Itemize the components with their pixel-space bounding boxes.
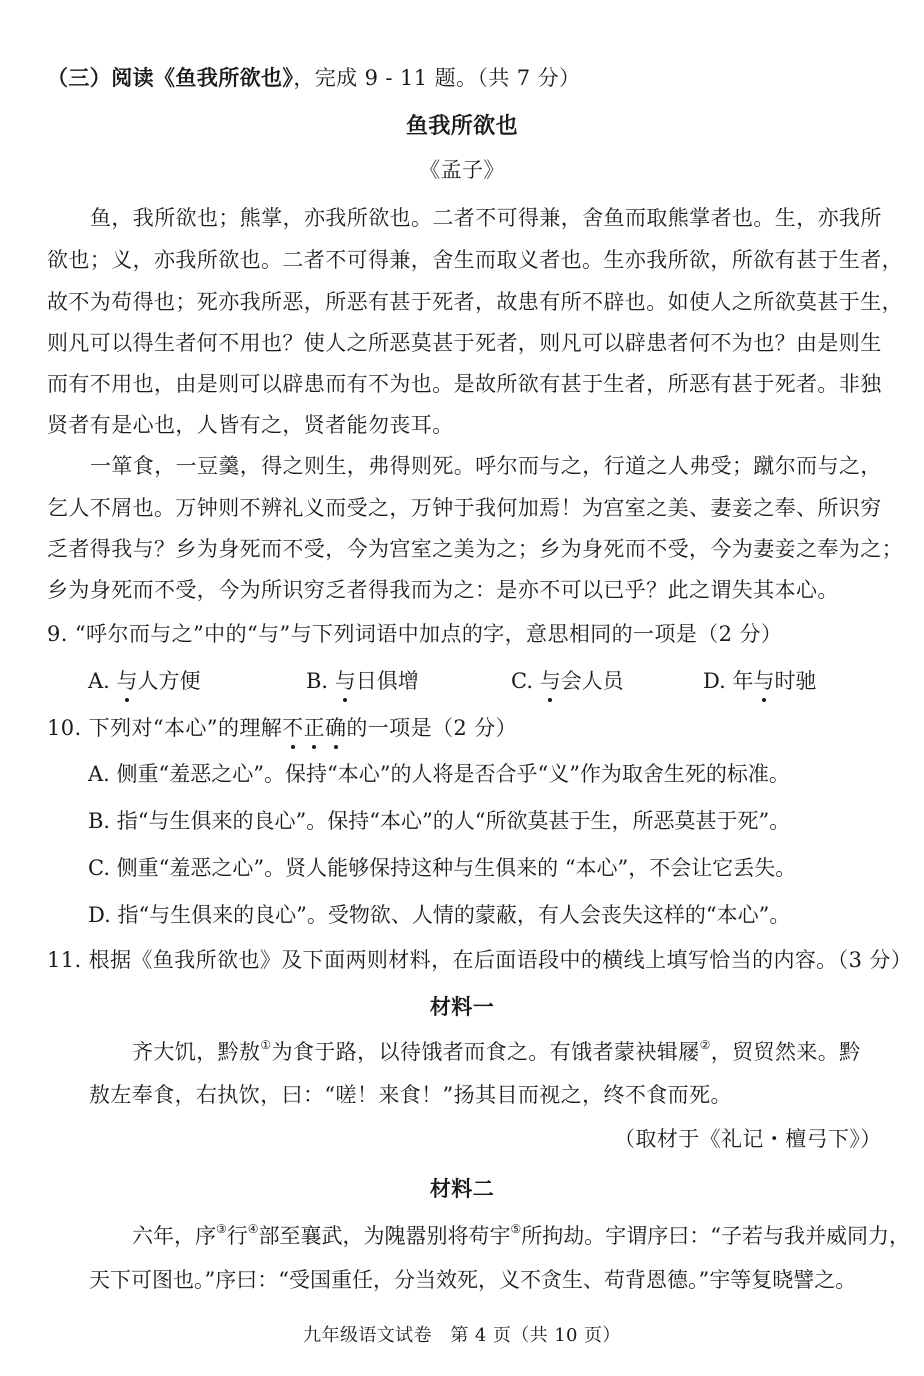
passage-line: 乞人不屑也。万钟则不辨礼义而受之，万钟于我何加焉！为宫室之美、妻妾之奉、所识穷 [47, 496, 882, 520]
material1-title: 材料一 [429, 994, 495, 1019]
passage-author: 《孟子》 [419, 158, 505, 182]
material1-line: 敖左奉食，右执饮，曰：“嗟！来食！”扬其目而视之，终不食而死。 [89, 1083, 732, 1107]
footnote-marker: ① [260, 1038, 272, 1052]
dotted-char: 确 [324, 716, 347, 740]
dotted-char: 正 [303, 716, 325, 740]
material2-line: 天下可图也。”序曰：“受国重任，分当效死，义不贪生、苟背恩德。”宇等复晓譬之。 [89, 1268, 857, 1292]
material1-source: （取材于《礼记・檀弓下》） [614, 1127, 882, 1151]
section-header-title: 《鱼我所欲也》 [154, 65, 294, 90]
section-header-suffix: ，完成 9 - 11 题。（共 7 分） [293, 66, 581, 90]
dotted-char: 与 [334, 669, 356, 693]
dotted-char: 与 [116, 669, 138, 693]
passage-line: 则凡可以得生者何不用也？使人之所恶莫甚于死者，则凡可以辟患者何不为也？由是则生 [47, 331, 882, 355]
q9-option-a[interactable]: A. 与人方便 [88, 669, 201, 693]
q9-option-d[interactable]: D. 年与时驰 [703, 669, 817, 693]
footnote-marker: ③ [216, 1222, 227, 1236]
material2-title: 材料二 [429, 1176, 495, 1201]
footnote-marker: ⑤ [510, 1222, 522, 1236]
passage-line: 贤者有是心也，人皆有之，贤者能勿丧耳。 [47, 413, 454, 437]
q9-option-c[interactable]: C. 与会人员 [511, 669, 624, 693]
passage-line: 乏者得我与？乡为身死而不受，今为宫室之美为之；乡为身死而不受，今为妻妾之奉为之； [47, 537, 903, 561]
passage-line: 故不为苟得也；死亦我所恶，所恶有甚于死者，故患有所不辟也。如使人之所欲莫甚于生， [47, 290, 903, 314]
q10-option-c[interactable]: C. 侧重“羞恶之心”。贤人能够保持这种与生俱来的 “本心”，不会让它丢失。 [88, 856, 797, 880]
material2-line: 六年，序③行④部至襄武，为隗嚣别将苟宇⑤所拘劫。宇谓序曰：“子若与我并威同力， [132, 1222, 911, 1248]
q11-stem: 11. 根据《鱼我所欲也》及下面两则材料，在后面语段中的横线上填写恰当的内容。（3 分） [47, 948, 913, 972]
footnote-marker: ② [699, 1038, 711, 1052]
dotted-char: 与 [539, 669, 561, 693]
passage-line: 鱼，我所欲也；熊掌，亦我所欲也。二者不可得兼，舍鱼而取熊掌者也。生，亦我所 [90, 206, 882, 230]
dotted-char: 不 [282, 716, 304, 740]
material1-line: 齐大饥，黔敖①为食于路，以待饿者而食之。有饿者蒙袂辑屦②，贸贸然来。黔 [132, 1038, 861, 1064]
footnote-marker: ④ [247, 1222, 259, 1236]
dotted-char: 与 [753, 669, 775, 693]
passage-line: 而有不用也，由是则可以辟患而有不为也。是故所欲有甚于生者，所恶有甚于死者。非独 [47, 372, 882, 396]
passage-line: 欲也；义，亦我所欲也。二者不可得兼，舍生而取义者也。生亦我所欲，所欲有甚于生者， [47, 248, 903, 272]
passage-line: 乡为身死而不受，今为所识穷乏者得我而为之：是亦不可以已乎？此之谓失其本心。 [47, 578, 839, 602]
section-header [47, 64, 580, 92]
passage-line: 一箪食，一豆羹，得之则生，弗得则死。呼尔而与之，行道之人弗受；蹴尔而与之， [90, 454, 882, 478]
q9-option-b[interactable]: B. 与日俱增 [306, 669, 419, 693]
q9-stem: 9. “呼尔而与之”中的“与”与下列词语中加点的字，意思相同的一项是（2 分） [47, 622, 783, 646]
passage-title: 鱼我所欲也 [405, 113, 518, 139]
page-footer: 九年级语文试卷 第 4 页（共 10 页） [303, 1325, 621, 1346]
q10-stem: 10. 下列对“本心”的理解不正确的一项是（2 分） [47, 716, 518, 740]
q10-option-a[interactable]: A. 侧重“羞恶之心”。保持“本心”的人将是否合乎“义”作为取舍生死的标准。 [88, 762, 790, 786]
section-header-prefix: （三）阅读 [47, 65, 154, 90]
q10-option-b[interactable]: B. 指“与生俱来的良心”。保持“本心”的人“所欲莫甚于生，所恶莫甚于死”。 [88, 809, 791, 833]
q10-option-d[interactable]: D. 指“与生俱来的良心”。受物欲、人情的蒙蔽，有人会丧失这样的“本心”。 [88, 903, 791, 927]
